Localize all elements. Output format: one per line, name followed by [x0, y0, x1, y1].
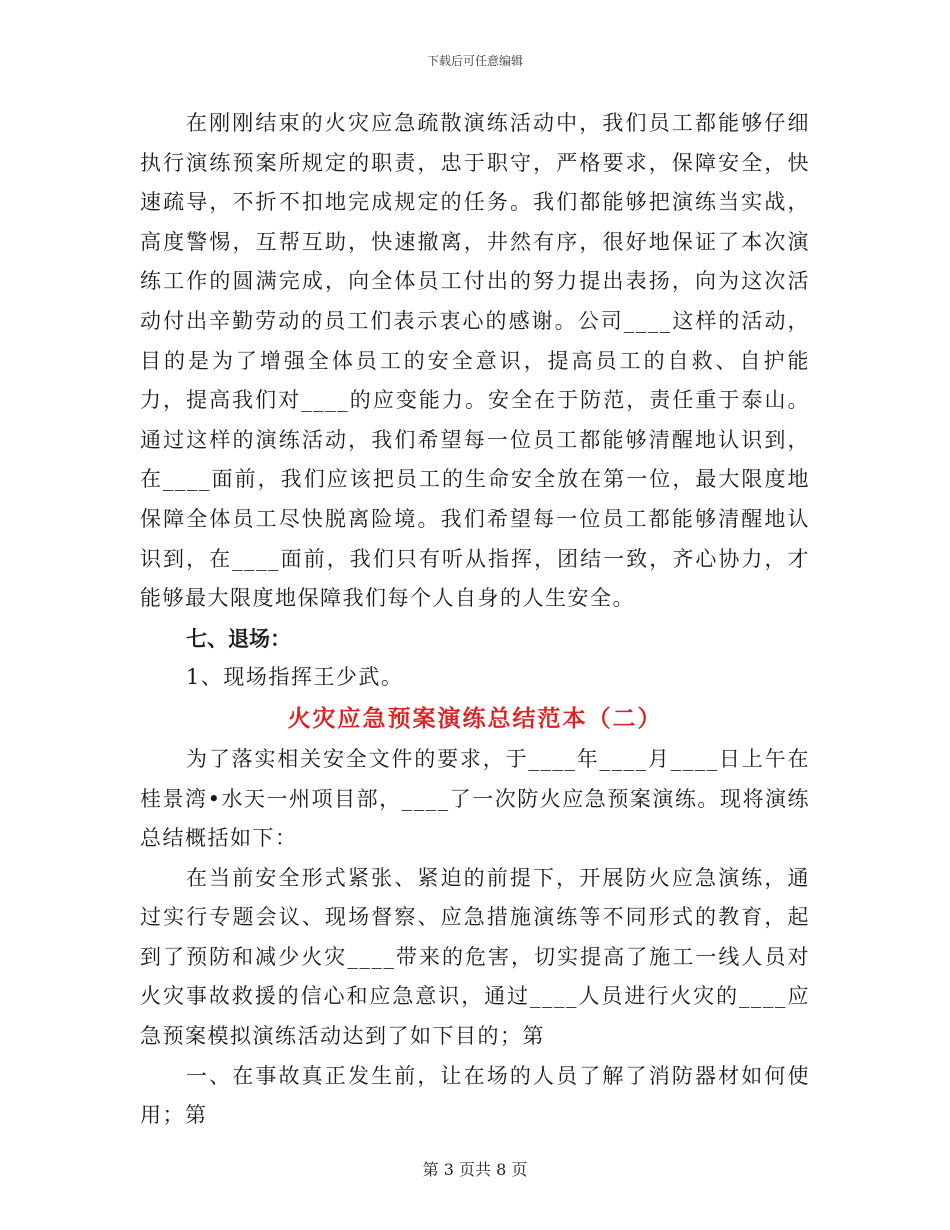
- page-header: 下载后可任意编辑: [426, 54, 523, 68]
- paragraph-intro: 为了落实相关安全文件的要求，于____年____月____日上午在桂景湾•水天一州项目部，____了一次防火应急预案演练。现将演练总结概括如下：: [140, 746, 810, 851]
- page-footer: 第 3 页共 8 页: [422, 1160, 528, 1179]
- paragraph-summary: 在刚刚结束的火灾应急疏散演练活动中，我们员工都能够仔细执行演练预案所规定的职责，忠于职守，严格要求，保障安全，快速疏导，不折不扣地完成规定的任务。我们都能够把演练当实战，高度警惕，互帮互助，快速撤离，井然有序，很好地保证了本次演练工作的圆满完成，向全体员工付出的努力提出表扬，向为这次活动付出辛勤劳动的员工们表示衷心的感谢。公司____这样的活动，目的是为了增强全体员工的安全意识，提高员工的自救、自护能力，提高我们对____的应变能力。安全在于防范，责任重于泰山。通过这样的演练活动，我们希望每一位员工都能够清醒地认识到，在____面前，我们应该把员工的生命安全放在第一位，最大限度地保障全体员工尽快脱离险境。我们希望每一位员工都能够清醒地认识到，在____面前，我们只有听从指挥，团结一致，齐心协力，才能够最大限度地保障我们每个人自身的人生安全。: [140, 111, 810, 611]
- section-heading-exit: 七、退场：: [186, 625, 291, 651]
- list-item-commander: 1、现场指挥王少武。: [186, 665, 404, 690]
- document-body: [140, 104, 810, 1136]
- paragraph-point-one: 一、在事故真正发生前，让在场的人员了解了消防器材如何使用；第: [140, 1063, 810, 1128]
- section-title-sample-two: 火灾应急预案演练总结范本（二）: [287, 705, 663, 732]
- paragraph-drill-purpose: 在当前安全形式紧张、紧迫的前提下，开展防火应急演练，通过实行专题会议、现场督察、应急措施演练等不同形式的教育，起到了预防和减少火灾____带来的危害，切实提高了施工一线人员对火灾事故救援的信心和应急意识，通过____人员进行火灾的____应急预案模拟演练活动达到了如下目的；第: [140, 865, 810, 1049]
